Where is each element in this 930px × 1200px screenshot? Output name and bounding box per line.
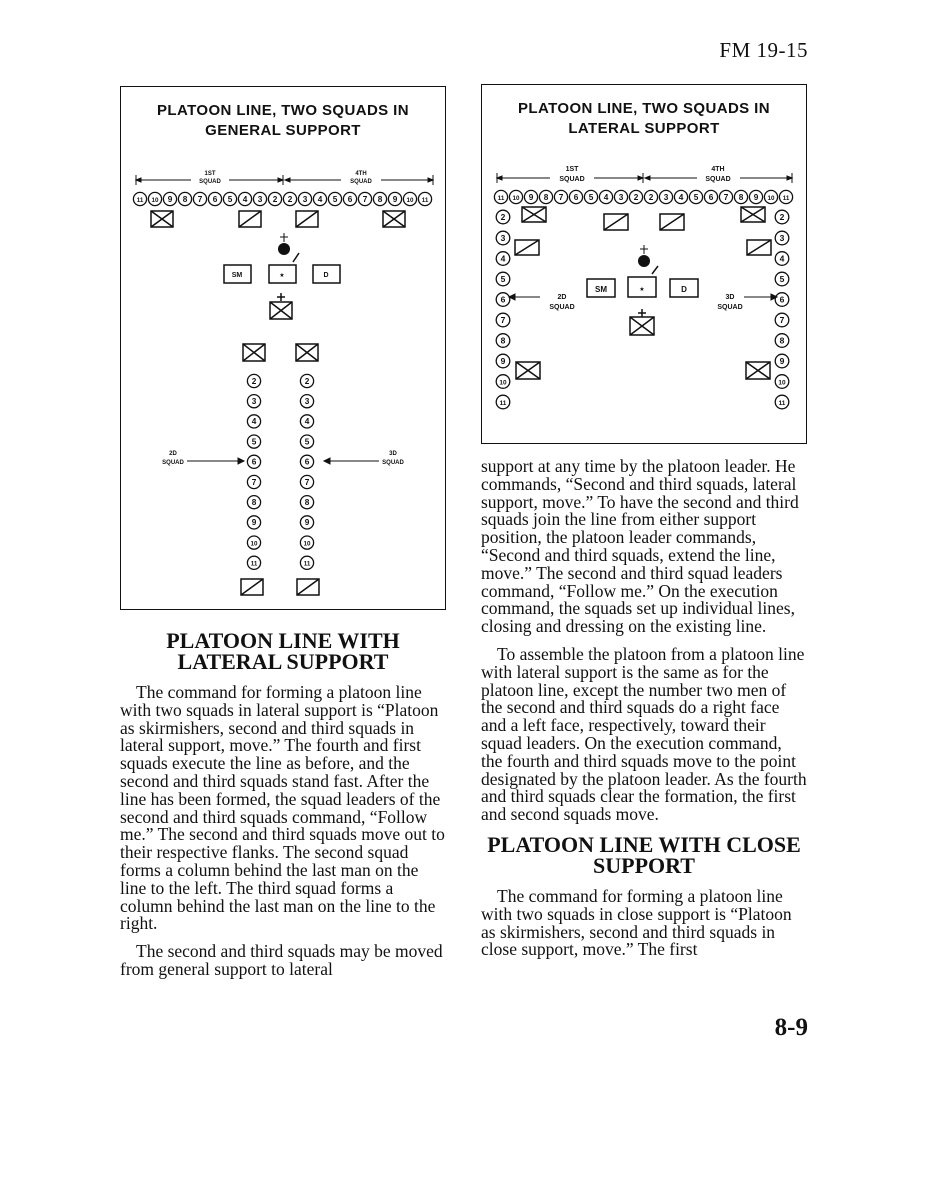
soldier-number: 4 bbox=[678, 192, 684, 202]
soldier-number: 4 bbox=[317, 194, 323, 204]
soldier-number: 8 bbox=[251, 497, 257, 507]
platoon-guide-symbol bbox=[270, 293, 292, 319]
soldier-number: 6 bbox=[212, 194, 218, 204]
soldier-number: 7 bbox=[362, 194, 368, 204]
first-squad-label: 1ST bbox=[565, 166, 579, 173]
soldier-circle bbox=[418, 192, 431, 205]
soldier-number: 8 bbox=[779, 335, 785, 346]
soldier-circle bbox=[704, 190, 717, 203]
platoon-guide-symbol bbox=[630, 309, 654, 335]
soldier-circle bbox=[388, 192, 401, 205]
soldier-number: 10 bbox=[499, 379, 507, 387]
soldier-circle bbox=[313, 192, 326, 205]
soldier-circle bbox=[283, 192, 296, 205]
soldier-circle bbox=[238, 192, 251, 205]
soldier-number: 8 bbox=[543, 192, 549, 202]
third-squad-soldier bbox=[300, 536, 313, 549]
soldier-circle bbox=[403, 192, 416, 205]
soldier-circle bbox=[133, 192, 146, 205]
page-number: 8-9 bbox=[774, 1014, 808, 1041]
soldier-number: 3 bbox=[500, 232, 506, 243]
soldier-circle bbox=[163, 192, 176, 205]
third-squad-soldier bbox=[775, 272, 789, 286]
first-squad-label-2: SQUAD bbox=[559, 176, 585, 183]
formation-diagram bbox=[482, 85, 808, 445]
formation-diagram bbox=[121, 87, 447, 611]
second-squad-soldier bbox=[496, 354, 510, 368]
second-squad-label: 2D bbox=[169, 451, 177, 457]
soldier-number: 5 bbox=[693, 192, 699, 202]
skirmish-line bbox=[494, 190, 792, 203]
second-squad-soldier bbox=[496, 293, 510, 307]
soldier-number: 6 bbox=[779, 294, 785, 305]
soldier-circle bbox=[764, 190, 777, 203]
second-squad-leader bbox=[243, 344, 265, 361]
soldier-number: 9 bbox=[167, 194, 173, 204]
soldier-circle bbox=[268, 192, 281, 205]
figure-lateral-support bbox=[481, 84, 807, 444]
soldier-number: 3 bbox=[251, 396, 257, 406]
squad-leader-symbol bbox=[747, 240, 771, 255]
soldier-number: 6 bbox=[347, 194, 353, 204]
soldier-number: 9 bbox=[753, 192, 759, 202]
second-squad-soldier bbox=[247, 415, 260, 428]
platoon-leader-symbol bbox=[638, 245, 650, 267]
second-squad-soldier bbox=[247, 395, 260, 408]
soldier-number: 10 bbox=[778, 379, 786, 387]
third-squad-soldier bbox=[300, 415, 313, 428]
figure-title: PLATOON LINE, TWO SQUADS IN LATERAL SUPPORT bbox=[518, 100, 770, 137]
soldier-number: 8 bbox=[304, 497, 310, 507]
soldier-number: 6 bbox=[500, 294, 506, 305]
soldier-number: 2 bbox=[251, 376, 257, 386]
soldier-number: 5 bbox=[588, 192, 594, 202]
soldier-number: 11 bbox=[250, 560, 258, 568]
squad-leader-symbol bbox=[239, 211, 261, 227]
soldier-circle bbox=[644, 190, 657, 203]
paragraph: The second and third squads may be moved from general support to lateral bbox=[120, 941, 443, 979]
soldier-number: 7 bbox=[558, 192, 564, 202]
second-squad-soldier bbox=[496, 231, 510, 245]
soldier-circle bbox=[298, 192, 311, 205]
second-squad-label-2: SQUAD bbox=[162, 460, 184, 466]
soldier-circle bbox=[629, 190, 642, 203]
soldier-number: 11 bbox=[303, 560, 311, 568]
soldier-number: 9 bbox=[528, 192, 534, 202]
soldier-circle bbox=[208, 192, 221, 205]
soldier-number: 2 bbox=[779, 211, 785, 222]
soldier-circle bbox=[148, 192, 161, 205]
soldier-circle bbox=[554, 190, 567, 203]
sm-label: SM bbox=[595, 285, 607, 294]
soldier-number: 7 bbox=[723, 192, 729, 202]
soldier-circle bbox=[584, 190, 597, 203]
soldier-number: 10 bbox=[767, 194, 775, 202]
soldier-circle bbox=[193, 192, 206, 205]
soldier-circle bbox=[509, 190, 522, 203]
paragraph: support at any time by the platoon leader. He commands, “Second and third squads, lateral support, move.” To have the second and third squads join the line from either support position, the platoon leader commands, “Second and third squads, extend the line, move.” The second and third squad leaders command, “Follow me.” On the execution command, the squads set up individual lines, closing and dressing on the existing line. bbox=[481, 456, 799, 637]
soldier-circle bbox=[614, 190, 627, 203]
third-squad-soldier bbox=[775, 354, 789, 368]
soldier-number: 6 bbox=[304, 457, 310, 467]
soldier-number: 2 bbox=[500, 211, 506, 222]
fourth-squad-label-2: SQUAD bbox=[350, 179, 372, 185]
star-label: ★ bbox=[639, 287, 645, 293]
third-squad-soldier bbox=[775, 313, 789, 327]
soldier-circle bbox=[494, 190, 507, 203]
soldier-number: 4 bbox=[779, 253, 785, 264]
soldier-number: 5 bbox=[779, 273, 785, 284]
squad-leader-symbol bbox=[151, 211, 173, 227]
soldier-number: 5 bbox=[251, 437, 257, 447]
second-squad-soldier bbox=[496, 395, 510, 409]
soldier-number: 4 bbox=[251, 417, 257, 427]
second-squad-soldier bbox=[496, 210, 510, 224]
soldier-number: 4 bbox=[304, 417, 310, 427]
fourth-squad-label: 4TH bbox=[355, 171, 367, 177]
squad-leader-symbol bbox=[383, 211, 405, 227]
soldier-circle bbox=[599, 190, 612, 203]
third-squad-soldier bbox=[775, 334, 789, 348]
squad-leader-symbol bbox=[746, 362, 770, 379]
soldier-circle bbox=[659, 190, 672, 203]
soldier-number: 6 bbox=[708, 192, 714, 202]
second-squad-soldier bbox=[247, 435, 260, 448]
soldier-number: 11 bbox=[778, 399, 786, 407]
soldier-number: 3 bbox=[663, 192, 669, 202]
third-squad-soldier bbox=[300, 496, 313, 509]
soldier-number: 11 bbox=[782, 194, 790, 202]
soldier-number: 8 bbox=[500, 335, 506, 346]
soldier-circle bbox=[569, 190, 582, 203]
second-squad-soldier bbox=[496, 272, 510, 286]
soldier-number: 10 bbox=[406, 196, 414, 204]
soldier-number: 2 bbox=[633, 192, 639, 202]
soldier-number: 10 bbox=[151, 196, 159, 204]
third-squad-label: 3D bbox=[389, 451, 397, 457]
soldier-number: 5 bbox=[500, 273, 506, 284]
soldier-circle bbox=[373, 192, 386, 205]
squad-leader-symbol bbox=[660, 214, 684, 230]
soldier-circle bbox=[719, 190, 732, 203]
soldier-number: 7 bbox=[304, 477, 310, 487]
soldier-circle bbox=[343, 192, 356, 205]
second-squad-soldier bbox=[247, 496, 260, 509]
running-head: FM 19-15 bbox=[719, 38, 808, 62]
soldier-circle bbox=[223, 192, 236, 205]
soldier-number: 9 bbox=[304, 518, 310, 528]
soldier-number: 11 bbox=[421, 196, 429, 204]
third-squad-label-2: SQUAD bbox=[382, 460, 404, 466]
squad-leader-symbol bbox=[241, 579, 263, 595]
third-squad-soldier bbox=[775, 293, 789, 307]
soldier-number: 10 bbox=[303, 540, 311, 548]
soldier-circle bbox=[253, 192, 266, 205]
soldier-number: 10 bbox=[512, 194, 520, 202]
soldier-number: 4 bbox=[603, 192, 609, 202]
section-heading-lateral: PLATOON LINE WITH LATERAL SUPPORT bbox=[166, 628, 400, 674]
squad-leader-symbol bbox=[297, 579, 319, 595]
paragraph: The command for forming a platoon line with two squads in close support is “Platoon as skirmishers, second and third squads in close support, move.” The first bbox=[481, 885, 792, 960]
squad-leader-symbol bbox=[516, 362, 540, 379]
third-squad-soldier bbox=[775, 252, 789, 266]
third-squad-soldier bbox=[300, 475, 313, 488]
soldier-number: 7 bbox=[500, 314, 506, 325]
support-columns bbox=[247, 374, 313, 569]
second-squad-soldier bbox=[496, 375, 510, 389]
soldier-number: 9 bbox=[500, 355, 506, 366]
paragraph: The command for forming a platoon line with two squads in lateral support is “Platoon as skirmishers, second and third squads in lateral support, move.” The fourth and first squads execute the line as before, and the second and third squads stand fast. After the line has been formed, the squad leaders of the second and third squads command, “Follow me.” The second and third squads move out to their respective flanks. The second squad forms a column behind the last man on the line to the left. The third squad forms a column behind the last man on the line to the right. bbox=[120, 682, 445, 934]
soldier-number: 2 bbox=[272, 194, 278, 204]
soldier-number: 11 bbox=[499, 399, 507, 407]
fourth-squad-label: 4TH bbox=[711, 166, 725, 173]
soldier-number: 7 bbox=[779, 314, 785, 325]
third-squad-soldier bbox=[300, 516, 313, 529]
sm-label: SM bbox=[231, 272, 243, 279]
section-heading-close: PLATOON LINE WITH CLOSE SUPPORT bbox=[487, 831, 801, 878]
first-squad-label-2: SQUAD bbox=[199, 179, 221, 185]
soldier-number: 2 bbox=[648, 192, 654, 202]
figure-title: PLATOON LINE, TWO SQUADS IN GENERAL SUPPORT bbox=[157, 102, 409, 139]
soldier-number: 11 bbox=[497, 194, 505, 202]
first-squad-label: 1ST bbox=[204, 171, 216, 177]
second-squad-soldier bbox=[496, 313, 510, 327]
third-squad-leader bbox=[741, 207, 765, 222]
soldier-number: 6 bbox=[251, 457, 257, 467]
figure-general-support bbox=[120, 86, 446, 610]
soldier-number: 11 bbox=[136, 196, 144, 204]
skirmish-line bbox=[133, 192, 431, 205]
third-squad-soldier bbox=[300, 374, 313, 387]
soldier-number: 3 bbox=[618, 192, 624, 202]
third-squad-soldier bbox=[775, 375, 789, 389]
soldier-circle bbox=[178, 192, 191, 205]
soldier-number: 3 bbox=[779, 232, 785, 243]
d-label: D bbox=[681, 285, 687, 294]
soldier-circle bbox=[539, 190, 552, 203]
soldier-number: 8 bbox=[182, 194, 188, 204]
soldier-number: 6 bbox=[573, 192, 579, 202]
soldier-number: 3 bbox=[304, 396, 310, 406]
second-squad-label: 2D bbox=[557, 294, 567, 301]
third-squad-leader bbox=[296, 344, 318, 361]
soldier-number: 2 bbox=[304, 376, 310, 386]
right-column bbox=[481, 458, 807, 969]
third-squad-soldier bbox=[775, 231, 789, 245]
third-squad-soldier bbox=[775, 210, 789, 224]
soldier-number: 7 bbox=[197, 194, 203, 204]
soldier-number: 10 bbox=[250, 540, 258, 548]
second-squad-soldier bbox=[496, 334, 510, 348]
soldier-circle bbox=[779, 190, 792, 203]
second-squad-soldier bbox=[247, 475, 260, 488]
soldier-number: 3 bbox=[302, 194, 308, 204]
second-squad-label-2: SQUAD bbox=[549, 304, 575, 311]
soldier-number: 8 bbox=[738, 192, 744, 202]
platoon-leader-symbol bbox=[278, 233, 290, 255]
soldier-number: 9 bbox=[392, 194, 398, 204]
soldier-number: 4 bbox=[242, 194, 248, 204]
soldier-number: 3 bbox=[257, 194, 263, 204]
soldier-circle bbox=[689, 190, 702, 203]
left-column bbox=[120, 624, 446, 989]
second-squad-soldier bbox=[247, 556, 260, 569]
d-label: D bbox=[323, 272, 329, 279]
third-squad-soldier bbox=[300, 455, 313, 468]
soldier-number: 9 bbox=[251, 518, 257, 528]
soldier-circle bbox=[674, 190, 687, 203]
soldier-circle bbox=[358, 192, 371, 205]
star-label: ★ bbox=[279, 273, 285, 279]
soldier-number: 7 bbox=[251, 477, 257, 487]
paragraph: To assemble the platoon from a platoon line with lateral support is the same as for the platoon line, except the number two men of the second and third squads do a right face and a left face, respectively, toward their squad leaders. On the execution command, the fourth and third squads move to the point designated by the platoon leader. As the fourth and third squads clear the formation, the first and second squads move. bbox=[481, 643, 807, 825]
third-squad-soldier bbox=[300, 435, 313, 448]
second-squad-soldier bbox=[247, 374, 260, 387]
soldier-number: 5 bbox=[227, 194, 233, 204]
soldier-number: 5 bbox=[332, 194, 338, 204]
soldier-number: 2 bbox=[287, 194, 293, 204]
third-squad-label-2: SQUAD bbox=[717, 304, 743, 311]
squad-leader-symbol bbox=[604, 214, 628, 230]
squad-leader-symbol bbox=[296, 211, 318, 227]
soldier-number: 8 bbox=[377, 194, 383, 204]
third-squad-soldier bbox=[300, 395, 313, 408]
soldier-circle bbox=[524, 190, 537, 203]
soldier-circle bbox=[734, 190, 747, 203]
third-squad-soldier bbox=[300, 556, 313, 569]
second-squad-soldier bbox=[247, 455, 260, 468]
squad-leader-symbol bbox=[515, 240, 539, 255]
third-squad-label: 3D bbox=[725, 294, 735, 301]
soldier-number: 4 bbox=[500, 253, 506, 264]
soldier-circle bbox=[328, 192, 341, 205]
second-squad-soldier bbox=[496, 252, 510, 266]
second-squad-soldier bbox=[247, 516, 260, 529]
second-squad-leader bbox=[522, 207, 546, 222]
soldier-number: 5 bbox=[304, 437, 310, 447]
soldier-number: 9 bbox=[779, 355, 785, 366]
third-squad-soldier bbox=[775, 395, 789, 409]
fourth-squad-label-2: SQUAD bbox=[705, 176, 731, 183]
second-squad-soldier bbox=[247, 536, 260, 549]
soldier-circle bbox=[749, 190, 762, 203]
